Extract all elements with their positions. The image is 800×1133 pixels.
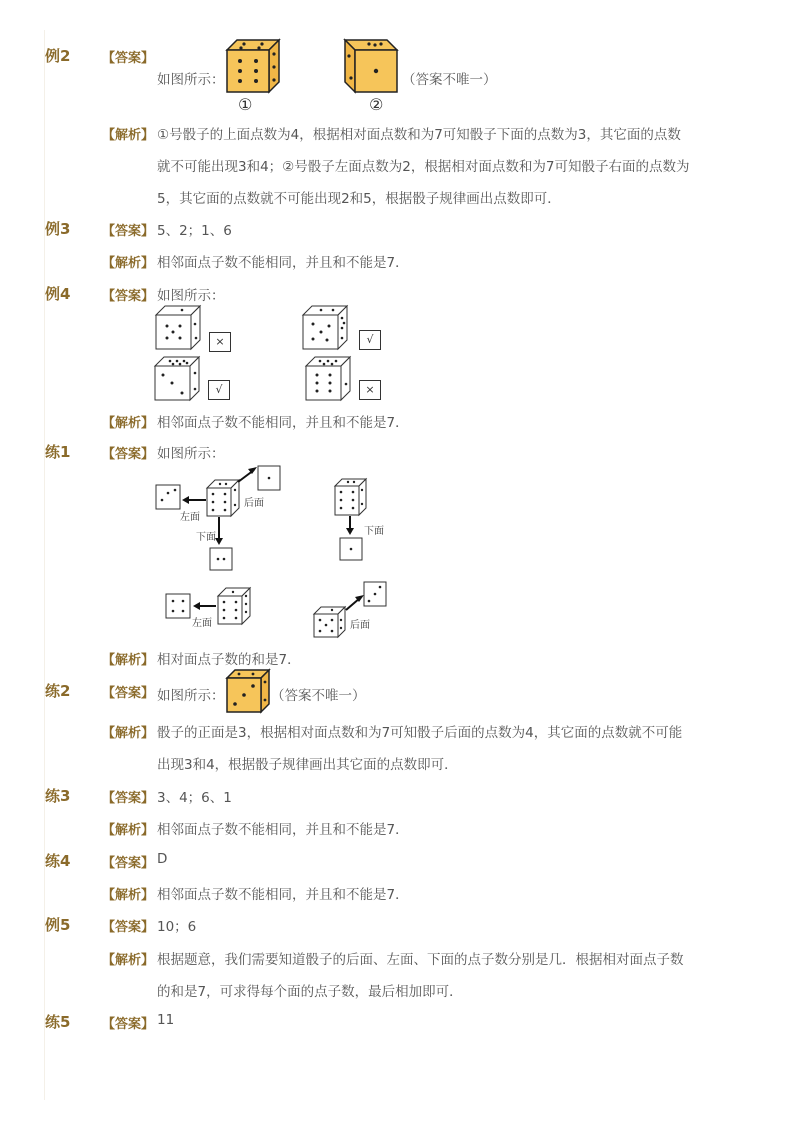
judgement-box: × — [209, 332, 231, 352]
answer-text: 5、2；1、6 — [157, 223, 232, 239]
analysis-text: 相对面点子数的和是7． — [157, 652, 301, 668]
judgement-box: × — [359, 380, 381, 400]
face-label-back-2: 后面 — [350, 620, 370, 631]
item-label: 练1 — [45, 443, 71, 461]
answer-text: 如图所示： — [157, 72, 225, 88]
face-label-left: 左面 — [180, 512, 200, 523]
dice-option-2 — [303, 306, 349, 352]
face-label-left-2: 左面 — [192, 618, 212, 629]
answer-tag: 【答案】 — [102, 686, 155, 701]
left-margin-rule — [44, 30, 45, 1100]
answer-tag: 【答案】 — [102, 920, 155, 935]
item-label: 例2 — [45, 47, 71, 65]
answer-text: D — [157, 851, 168, 867]
answer-text: 3、4；6、1 — [157, 790, 232, 806]
answer-tag: 【答案】 — [102, 289, 155, 304]
analysis-tag: 【解析】 — [102, 416, 155, 431]
analysis-line: ①号骰子的上面点数为4，根据相对面点数和为7可知骰子下面的点数为3，其它面的点数 — [157, 127, 681, 143]
answer-text: 10；6 — [157, 919, 197, 935]
face-label-bottom: 下面 — [196, 532, 216, 543]
judgement-box: √ — [359, 330, 381, 350]
answer-text: 如图所示： — [157, 688, 225, 704]
face-label-bottom-2: 下面 — [364, 526, 384, 537]
analysis-tag: 【解析】 — [102, 256, 155, 271]
analysis-line: 5，其它面的点数就不可能出现2和5，根据骰子规律画出点数即可． — [157, 191, 561, 207]
dice-figure-1 — [227, 40, 287, 96]
analysis-text: 相邻面点子数不能相同，并且和不能是7． — [157, 255, 409, 271]
analysis-tag: 【解析】 — [102, 888, 155, 903]
analysis-tag: 【解析】 — [102, 953, 155, 968]
answer-tag: 【答案】 — [102, 447, 155, 462]
answer-text: 11 — [157, 1012, 175, 1028]
analysis-line: 根据题意，我们需要知道骰子的后面、左面、下面的点子数分别是几．根据相对面点子数 — [157, 952, 684, 968]
figure-label-2: ② — [369, 95, 384, 114]
dice-figure-2 — [345, 40, 405, 96]
analysis-text: 相邻面点子数不能相同，并且和不能是7． — [157, 415, 409, 431]
analysis-tag: 【解析】 — [102, 128, 155, 143]
dice-figure-3 — [227, 670, 273, 716]
answer-tag: 【答案】 — [102, 1017, 155, 1032]
analysis-text: 相邻面点子数不能相同，并且和不能是7． — [157, 822, 409, 838]
answer-tag: 【答案】 — [102, 791, 155, 806]
answer-text: 如图所示： — [157, 288, 225, 304]
answer-note: （答案不唯一） — [402, 72, 497, 88]
item-label: 练3 — [45, 787, 71, 805]
judgement-box: √ — [208, 380, 230, 400]
analysis-line: 就不可能出现3和4；②号骰子左面点数为2，根据相对面点数和为7可知骰子右面的点数为 — [157, 159, 690, 175]
item-label: 例3 — [45, 220, 71, 238]
analysis-line: 的和是7，可求得每个面的点子数，最后相加即可． — [157, 984, 463, 1000]
analysis-line: 骰子的正面是3，根据相对面点数和为7可知骰子后面的点数为4，其它面的点数就不可能 — [157, 725, 683, 741]
item-label: 例4 — [45, 285, 71, 303]
face-label-back: 后面 — [244, 498, 264, 509]
analysis-tag: 【解析】 — [102, 823, 155, 838]
figure-label-1: ① — [238, 95, 253, 114]
dice-net-figure-1 — [150, 460, 290, 580]
dice-option-4 — [306, 357, 352, 403]
item-label: 练4 — [45, 852, 71, 870]
dice-option-1 — [156, 306, 202, 352]
answer-tag: 【答案】 — [102, 51, 155, 66]
analysis-text: 相邻面点子数不能相同，并且和不能是7． — [157, 887, 409, 903]
answer-text: 如图所示： — [157, 446, 225, 462]
analysis-tag: 【解析】 — [102, 653, 155, 668]
item-label: 例5 — [45, 916, 71, 934]
analysis-line: 出现3和4，根据骰子规律画出其它面的点数即可． — [157, 757, 458, 773]
item-label: 练2 — [45, 682, 71, 700]
answer-note: （答案不唯一） — [271, 688, 366, 704]
answer-tag: 【答案】 — [102, 224, 155, 239]
item-label: 练5 — [45, 1013, 71, 1031]
analysis-tag: 【解析】 — [102, 726, 155, 741]
answer-tag: 【答案】 — [102, 856, 155, 871]
dice-option-3 — [155, 357, 201, 403]
